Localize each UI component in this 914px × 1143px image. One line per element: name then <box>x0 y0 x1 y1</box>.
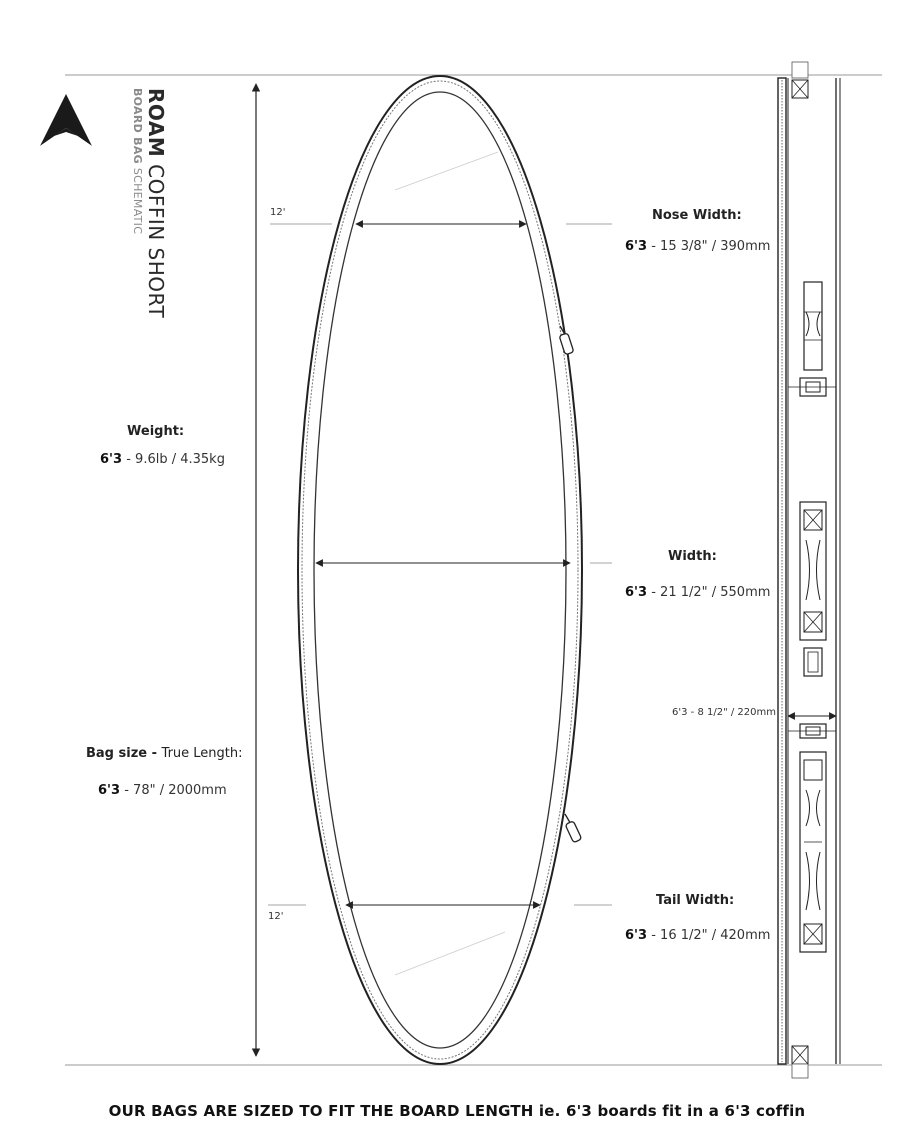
nose-marker: 12' <box>270 207 286 218</box>
nose-size: 6'3 <box>625 239 648 254</box>
tail-width-value: - 16 1/2" / 420mm <box>651 928 771 943</box>
nose-sheen <box>395 152 498 190</box>
weight-value: - 9.6lb / 4.35kg <box>126 452 225 467</box>
tail-size: 6'3 <box>625 928 648 943</box>
width-value: - 21 1/2" / 550mm <box>651 585 771 600</box>
nose-width-value-line <box>625 239 770 254</box>
title-brand: ROAM <box>144 88 168 158</box>
weight-value-line <box>100 452 225 467</box>
nose-width-value: - 15 3/8" / 390mm <box>651 239 771 254</box>
tail-width-label: Tail Width: <box>656 893 735 908</box>
bag-size-value: - 78" / 2000mm <box>124 783 227 798</box>
footer-note: OUR BAGS ARE SIZED TO FIT THE BOARD LENGTH ie. 6'3 boards fit in a 6'3 coffin <box>108 1102 806 1120</box>
zipper-pull-lower <box>565 814 582 843</box>
tail-sheen <box>395 932 505 975</box>
weight-label: Weight: <box>127 424 185 439</box>
title-model: COFFIN SHORT <box>144 164 168 319</box>
thickness-value: 6'3 - 8 1/2" / 220mm <box>672 707 776 718</box>
width-value-line <box>625 585 770 600</box>
tail-width-value-line <box>625 928 770 943</box>
width-label: Width: <box>668 549 717 564</box>
subtitle-bold: BOARD BAG <box>131 88 144 165</box>
tail-marker: 12' <box>268 911 284 922</box>
weight-size: 6'3 <box>100 452 123 467</box>
bag-size-value-line <box>98 783 227 798</box>
width-size: 6'3 <box>625 585 648 600</box>
zipper-pull-upper <box>559 326 574 355</box>
side-profile <box>778 62 840 1078</box>
subtitle-light: SCHEMATIC <box>131 167 144 235</box>
bag-size-label-line <box>86 746 243 761</box>
nose-width-label: Nose Width: <box>652 208 742 223</box>
bag-size-label: Bag size - <box>86 746 158 761</box>
true-length-label: True Length: <box>161 746 243 761</box>
bag-size: 6'3 <box>98 783 121 798</box>
bag-outline-zip <box>302 81 578 1059</box>
